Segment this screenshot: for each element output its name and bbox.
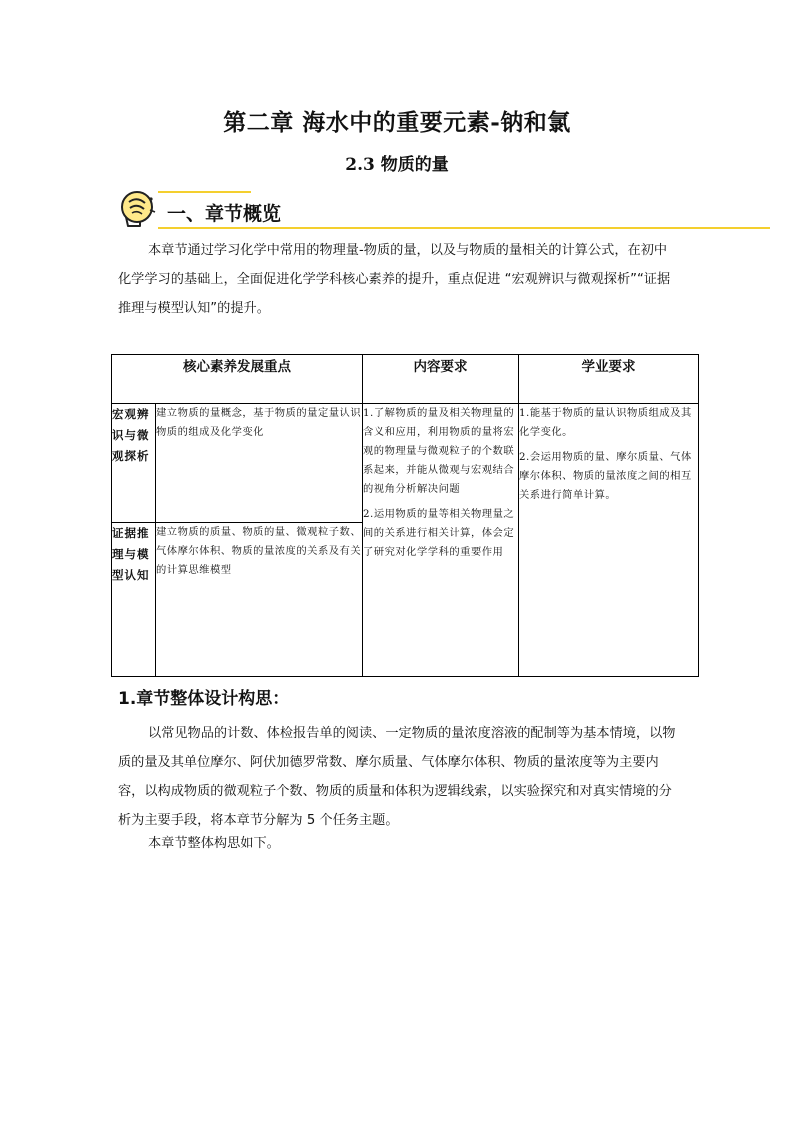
overview-intro: 本章节通过学习化学中常用的物理量-物质的量，以及与物质的量相关的计算公式，在初中化学学习的基础上，全面促进化学学科核心素养的提升，重点促进 “宏观辨识与微观探析”“证据推理与模型认知”的提升。 — [118, 243, 671, 316]
content-item: 1.了解物质的量及相关物理量的含义和应用，利用物质的量将宏观的物理量与微观粒子的个数联系起来，并能从微观与宏观结合的视角分析解决问题 — [363, 407, 515, 495]
header-academic-requirements: 学业要求 — [519, 355, 699, 404]
category-evidence-model: 证据推理与模型认知 — [112, 523, 156, 677]
content-requirements-cell — [363, 404, 519, 677]
design-heading: 1.章节整体设计构思： — [118, 689, 290, 709]
header-content-requirements: 内容要求 — [363, 355, 519, 404]
content-item: 2.运用物质的量等相关物理量之间的关系进行相关计算，体会定了研究对化学学科的重要作用 — [363, 508, 515, 558]
design-paragraph: 以常见物品的计数、体检报告单的阅读、一定物质的量浓度溶液的配制等为基本情境，以物质的量及其单位摩尔、阿伏加德罗常数、摩尔质量、气体摩尔体积、物质的量浓度等为主要内容，以构成物质的微观粒子个数、物质的质量和体积为逻辑线索，以实验探究和对真实情境的分析为主要手段，将本章节分解为 5 个任务主题。 — [118, 726, 676, 828]
lightbulb-head-icon — [116, 186, 162, 232]
core-literacy-table — [111, 354, 699, 677]
heading-underline — [158, 227, 770, 229]
header-core-literacy: 核心素养发展重点 — [112, 355, 363, 404]
section-title: 2.3 物质的量 — [345, 155, 449, 175]
academic-requirements-cell — [519, 404, 699, 677]
study-item: 1.能基于物质的量认识物质组成及其化学变化。 — [519, 407, 692, 438]
focus-macro-micro: 建立物质的量概念，基于物质的量定量认识物质的组成及化学变化 — [156, 404, 363, 523]
focus-evidence-model: 建立物质的质量、物质的量、微观粒子数、气体摩尔体积、物质的量浓度的关系及有关的计算思维模型 — [156, 523, 363, 677]
study-item: 2.会运用物质的量、摩尔质量、气体摩尔体积、物质的量浓度之间的相互关系进行简单计算。 — [519, 451, 692, 501]
design-conclusion: 本章节整体构思如下。 — [148, 836, 280, 851]
category-macro-micro: 宏观辨识与微观探析 — [112, 404, 156, 523]
heading-accent-line — [158, 191, 251, 193]
chapter-title: 第二章 海水中的重要元素-钠和氯 — [223, 109, 571, 136]
overview-heading: 一、章节概览 — [167, 203, 282, 225]
